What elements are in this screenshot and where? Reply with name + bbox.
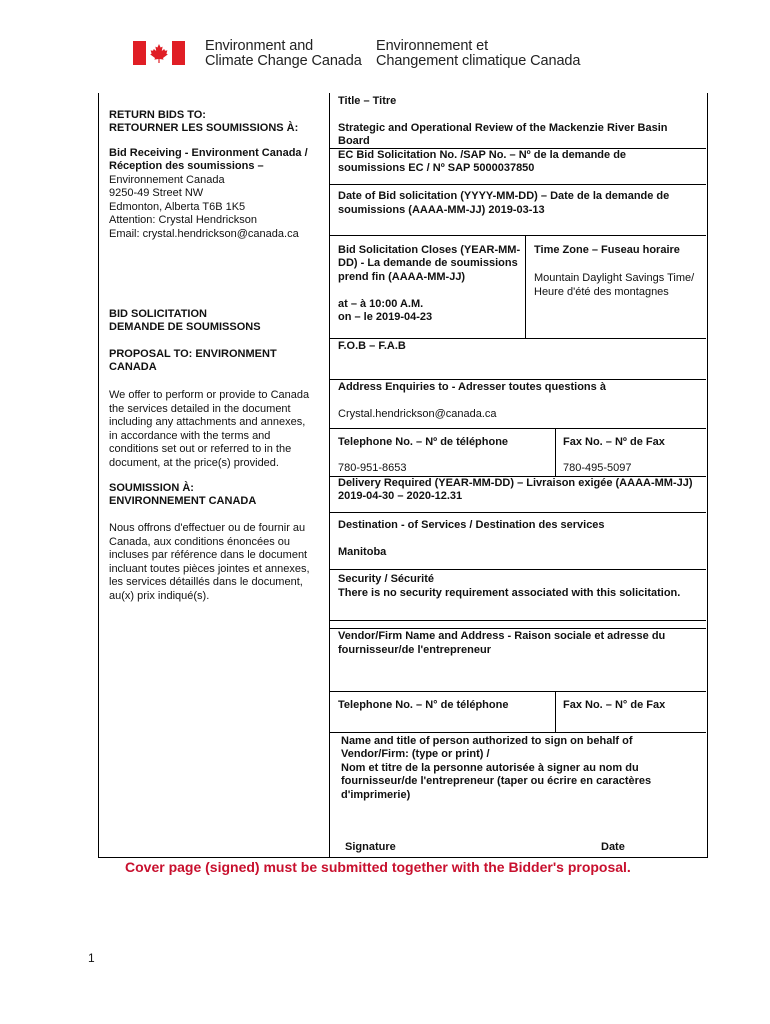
address-email: Email: crystal.hendrickson@canada.ca (109, 228, 299, 240)
vendor-label: Vendor/Firm Name and Address - Raison sociale et adresse du (338, 630, 666, 642)
delivery-label: Delivery Required (YEAR-MM-DD) – Livraison exigée (AAAA-MM-JJ) (338, 477, 693, 489)
closing-label: Bid Solicitation Closes (YEAR-MM- (338, 244, 521, 256)
bid-receiving-label: Bid Receiving - Environment Canada / (109, 147, 308, 159)
fob-label: F.O.B – F.A.B (338, 340, 406, 352)
telephone-value: 780-951-8653 (338, 462, 407, 474)
signature-label: Signature (345, 841, 396, 853)
solicitation-date: Date of Bid solicitation (YYYY-MM-DD) – Date de la demande de (338, 190, 670, 202)
destination-label: Destination - of Services / Destination des services (338, 519, 605, 531)
timezone-label: Time Zone – Fuseau horaire (534, 244, 680, 256)
offer-text-fr: au(x) prix indiqué(s). (109, 590, 210, 602)
authorized-person-label: Vendor/Firm: (type or print) / (341, 748, 490, 760)
title-value: Strategic and Operational Review of the Mackenzie River Basin (338, 122, 668, 134)
bid-receiving-label-fr: Réception des soumissions – (109, 160, 264, 172)
closing-date: on – le 2019-04-23 (338, 311, 433, 323)
divider (555, 428, 556, 476)
enquiries-email: Crystal.hendrickson@canada.ca (338, 408, 497, 420)
offer-text-en: conditions set out or referred to in the (109, 443, 292, 455)
solicitation-date: soumissions (AAAA-MM-JJ) 2019-03-13 (338, 204, 545, 216)
page-number: 1 (88, 951, 95, 965)
authorized-person-label: d'imprimerie) (341, 789, 411, 801)
timezone-value: Heure d'été des montagnes (534, 286, 669, 298)
fax-value: 780-495-5097 (563, 462, 632, 474)
divider (329, 428, 706, 429)
offer-text-fr: Canada, aux conditions énoncées ou (109, 536, 291, 548)
address-line: 9250-49 Street NW (109, 187, 204, 199)
divider (329, 732, 706, 733)
department-name-fr: Environnement et Changement climatique Canada (376, 38, 581, 69)
title-value: Board (338, 135, 370, 147)
divider (329, 235, 706, 236)
soumission-heading: ENVIRONNEMENT CANADA (109, 495, 257, 507)
offer-text-en: We offer to perform or provide to Canada (109, 389, 310, 401)
proposal-to-heading: CANADA (109, 361, 157, 373)
bid-solicitation-heading-fr: DEMANDE DE SOUMISSONS (109, 321, 261, 333)
closing-label: prend fin (AAAA-MM-JJ) (338, 271, 466, 283)
title-label: Title – Titre (338, 95, 397, 107)
canada-flag-logo (133, 41, 185, 65)
address-line: Edmonton, Alberta T6B 1K5 (109, 201, 246, 213)
offer-text-en: document, at the price(s) provided. (109, 457, 279, 469)
offer-text-en: in accordance with the terms and (109, 430, 271, 442)
department-name-en: Environment and Climate Change Canada (205, 38, 362, 69)
divider (329, 569, 706, 570)
address-line: Environnement Canada (109, 174, 225, 186)
return-bids-label-fr: RETOURNER LES SOUMISSIONS À: (109, 122, 299, 134)
closing-time: at – à 10:00 A.M. (338, 298, 424, 310)
offer-text-fr: les services détaillés dans le document, (109, 576, 303, 588)
divider (329, 184, 706, 185)
destination-value: Manitoba (338, 546, 387, 558)
authorized-person-label: Name and title of person authorized to sign on behalf of (341, 735, 633, 747)
divider (329, 379, 706, 380)
divider (329, 512, 706, 513)
divider (555, 691, 556, 732)
enquiries-label: Address Enquiries to - Adresser toutes questions à (338, 381, 606, 393)
offer-text-fr: incluant toutes pièces jointes et annexes, (109, 563, 310, 575)
offer-text-fr: incluses par référence dans le document (109, 549, 308, 561)
return-bids-label: RETURN BIDS TO: (109, 109, 206, 121)
vendor-label: fournisseur/de l'entrepreneur (338, 644, 491, 656)
timezone-value: Mountain Daylight Savings Time/ (534, 272, 695, 284)
submission-notice: Cover page (signed) must be submitted together with the Bidder's proposal. (125, 859, 631, 875)
divider (329, 620, 706, 621)
solicitation-number: soumissions EC / Nº SAP 5000037850 (338, 162, 535, 174)
telephone-label: Telephone No. – Nº de téléphone (338, 436, 509, 448)
proposal-to-heading: PROPOSAL TO: ENVIRONMENT (109, 348, 277, 360)
address-line: Attention: Crystal Hendrickson (109, 214, 257, 226)
date-label: Date (601, 841, 625, 853)
closing-label: DD) - La demande de soumissions (338, 257, 518, 269)
soumission-heading: SOUMISSION À: (109, 482, 194, 494)
security-label: Security / Sécurité (338, 573, 434, 585)
authorized-person-label: fournisseur/de l'entrepreneur (taper ou écrire en caractères (341, 775, 652, 787)
divider (525, 235, 526, 338)
offer-text-fr: Nous offrons d'effectuer ou de fournir au (109, 522, 306, 534)
offer-text-en: the services detailed in the document (109, 403, 291, 415)
vendor-telephone-label: Telephone No. – N° de téléphone (338, 699, 509, 711)
bid-solicitation-heading: BID SOLICITATION (109, 308, 207, 320)
solicitation-number: EC Bid Solicitation No. /SAP No. – Nº de la demande de (338, 149, 627, 161)
column-divider (329, 93, 330, 857)
vendor-fax-label: Fax No. – N° de Fax (563, 699, 666, 711)
divider (329, 691, 706, 692)
divider (329, 628, 706, 629)
security-value: There is no security requirement associated with this solicitation. (338, 587, 681, 599)
fax-label: Fax No. – Nº de Fax (563, 436, 665, 448)
delivery-value: 2019-04-30 – 2020-12.31 (338, 490, 463, 502)
authorized-person-label: Nom et titre de la personne autorisée à signer au nom du (341, 762, 639, 774)
divider (329, 338, 706, 339)
offer-text-en: including any attachments and annexes, (109, 416, 306, 428)
